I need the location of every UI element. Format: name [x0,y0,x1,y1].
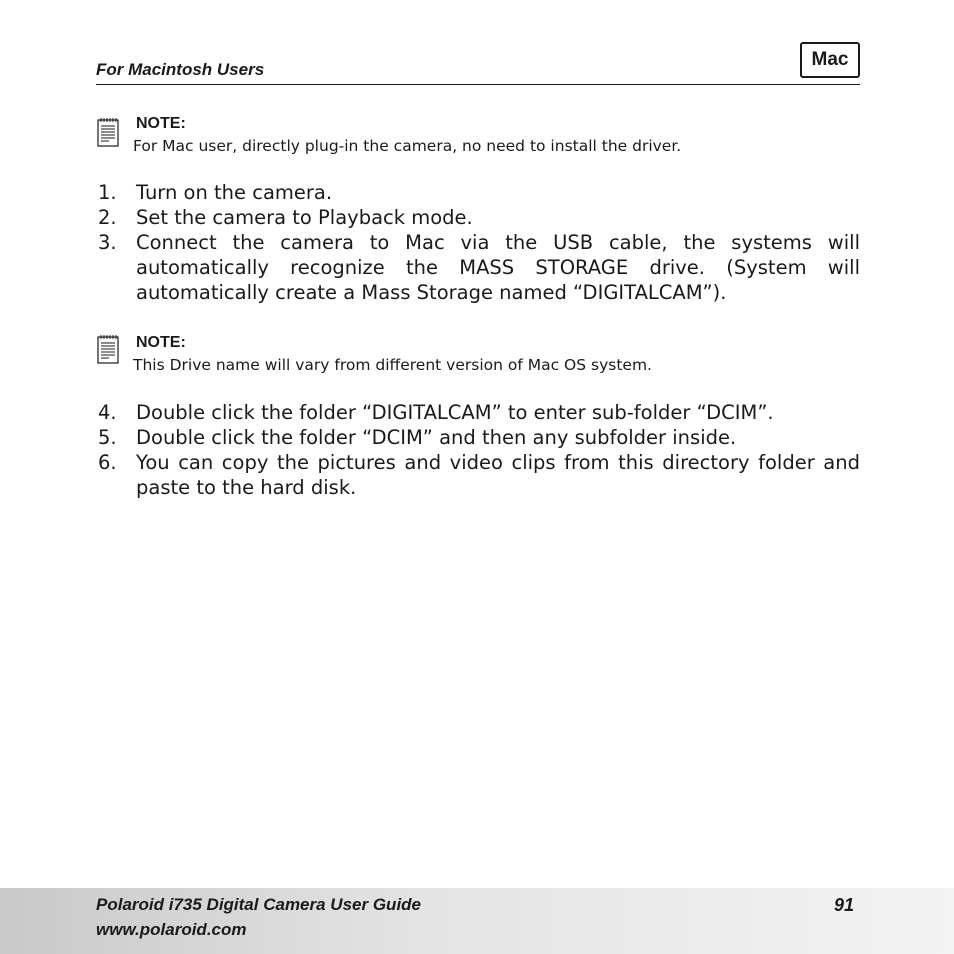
mac-badge: Mac [800,42,860,78]
steps-list [96,400,860,500]
list-item: 6. You can copy the pictures and video clips from this directory folder and paste to the hard disk. [98,451,860,499]
note-text: This Drive name will vary from different version of Mac OS system. [133,356,652,374]
list-item: 1. Turn on the camera. [98,181,333,204]
note-label: NOTE: [136,115,186,132]
footer-title: Polaroid i735 Digital Camera User Guide [96,895,422,914]
notepad-icon [97,117,119,147]
footer-url: www.polaroid.com [96,920,247,939]
list-item: 2. Set the camera to Playback mode. [98,206,473,229]
list-item: 4. Double click the folder “DIGITALCAM” to enter sub-folder “DCIM”. [98,401,774,424]
step-text: You can copy the pictures and video clips from this directory folder and paste to the hard disk. [136,451,860,499]
list-item: 5. Double click the folder “DCIM” and then any subfolder inside. [98,426,737,449]
notepad-icon [97,334,119,364]
note-label: NOTE: [136,334,186,351]
section-title: For Macintosh Users [96,60,265,79]
steps-list [96,180,860,305]
step-text: Turn on the camera. [136,181,333,204]
header-divider [96,84,860,85]
note-text: For Mac user, directly plug-in the camera, no need to install the driver. [133,137,682,155]
step-text: Double click the folder “DIGITALCAM” to enter sub-folder “DCIM”. [136,401,774,424]
page-number: 91 [834,895,855,915]
step-text: Double click the folder “DCIM” and then any subfolder inside. [136,426,737,449]
step-text: Set the camera to Playback mode. [136,206,473,229]
step-text: Connect the camera to Mac via the USB cable, the systems will automatically recognize the MASS STORAGE drive. (System will automatically create a Mass Storage named “DIGITALCAM”). [136,231,860,304]
list-item: 3. Connect the camera to Mac via the USB cable, the systems will automatically recognize the MASS STORAGE drive. (System will automatically create a Mass Storage named “DIGITALCAM”). [98,231,860,304]
